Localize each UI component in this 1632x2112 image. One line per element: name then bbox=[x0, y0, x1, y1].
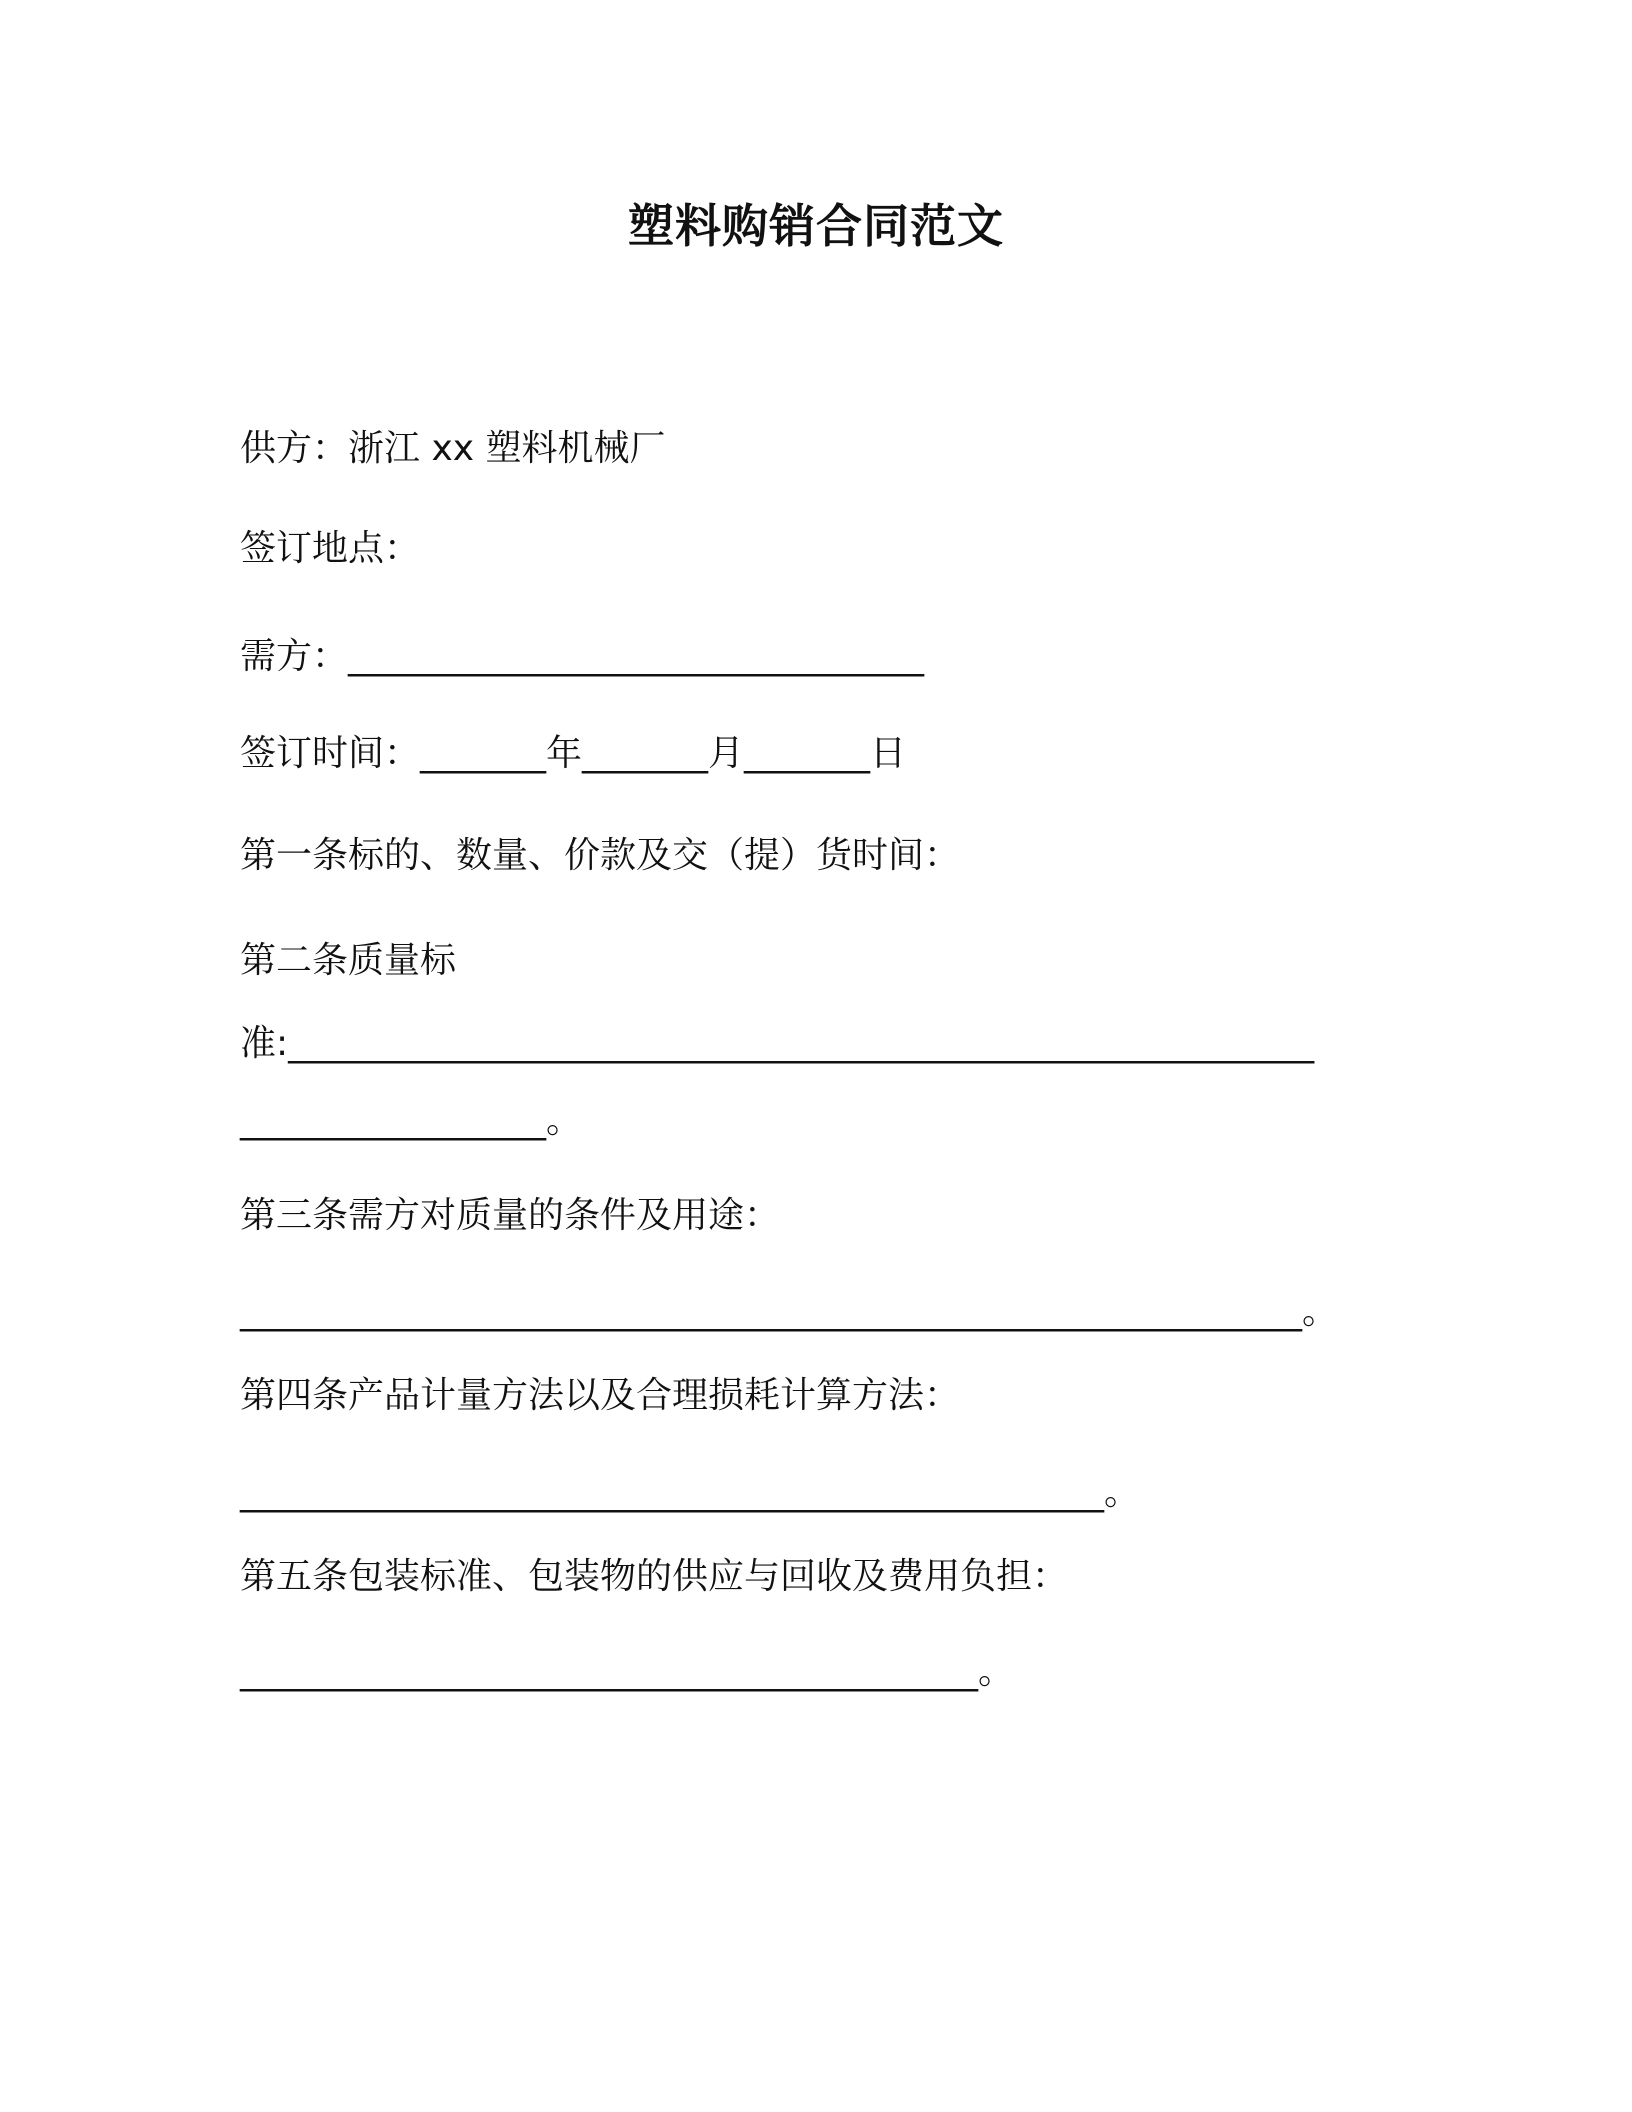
article-1-heading: 第一条标的、数量、价款及交（提）货时间： bbox=[240, 835, 961, 876]
article-4-heading: 第四条产品计量方法以及合理损耗计算方法： bbox=[240, 1375, 961, 1416]
signing-place-line: 签订地点： bbox=[240, 528, 421, 569]
supplier-line: 供方：浙江 xx 塑料机械厂 bbox=[240, 428, 666, 469]
article-2-blank-line-2: _________________。 bbox=[240, 1100, 582, 1141]
article-5-heading: 第五条包装标准、包装物的供应与回收及费用负担： bbox=[240, 1556, 1069, 1597]
article-3-blank-line: ___________________________________________________________。 bbox=[240, 1291, 1338, 1332]
article-2-blank-line-1: 准:_________________________________________________________ bbox=[240, 1023, 1315, 1064]
article-3-heading: 第三条需方对质量的条件及用途： bbox=[240, 1195, 781, 1236]
buyer-line: 需方：________________________________ bbox=[240, 636, 925, 677]
article-2-heading: 第二条质量标 bbox=[240, 940, 457, 981]
article-5-blank-line: _________________________________________。 bbox=[240, 1651, 1014, 1692]
article-4-blank-line: ________________________________________________。 bbox=[240, 1472, 1140, 1513]
document-title: 塑料购销合同范文 bbox=[628, 199, 1004, 253]
signing-date-line: 签订时间：_______年_______月_______日 bbox=[240, 733, 907, 774]
